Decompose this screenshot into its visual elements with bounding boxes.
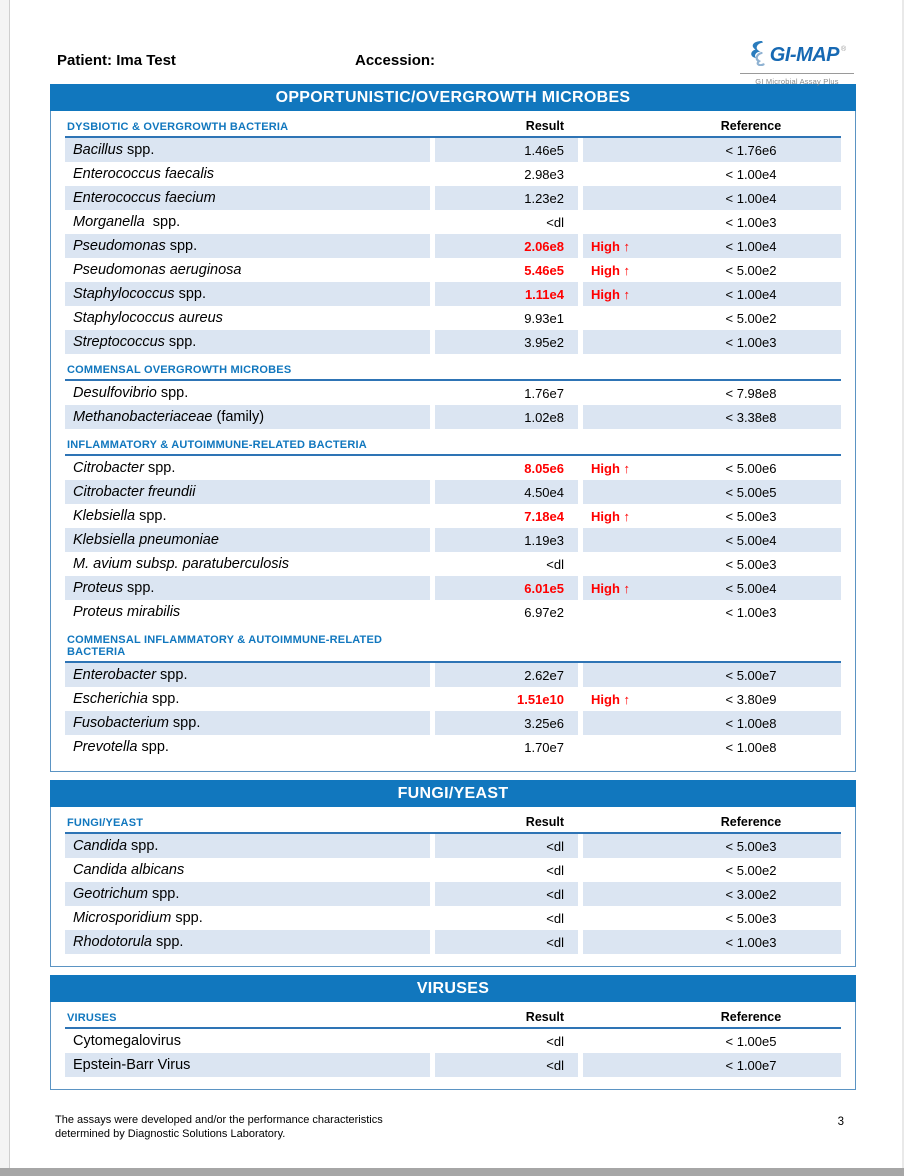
organism-name-roman: Epstein-Barr Virus xyxy=(73,1057,191,1073)
reference-value: < 1.00e8 xyxy=(725,715,777,731)
organism-row xyxy=(65,330,841,354)
organism-name-roman: Cytomegalovirus xyxy=(73,1033,181,1049)
organism-name-italic: Candida xyxy=(73,838,128,854)
organism-row xyxy=(65,1029,841,1053)
reference-value: < 5.00e3 xyxy=(725,838,777,854)
flag-column-spacer xyxy=(583,119,661,133)
organism-name xyxy=(65,1053,430,1077)
reference-column-header: Reference xyxy=(720,1010,782,1024)
high-flag: High ↑ xyxy=(591,580,630,596)
organism-name xyxy=(65,552,430,576)
logo-divider xyxy=(740,73,854,74)
reference-cell xyxy=(583,1053,841,1077)
reference-cell xyxy=(583,405,841,429)
group-rows xyxy=(65,663,841,759)
organism-row xyxy=(65,186,841,210)
organism-name-italic: Candida albicans xyxy=(73,862,185,878)
group-title: FUNGI/YEAST xyxy=(67,817,144,829)
organism-row xyxy=(65,858,841,882)
organism-name-roman: spp. xyxy=(168,715,201,731)
group-title: COMMENSAL OVERGROWTH MICROBES xyxy=(67,364,292,376)
patient-value: Ima Test xyxy=(116,52,176,69)
organism-row xyxy=(65,552,841,576)
organism-group xyxy=(65,119,841,354)
organism-name-italic: Enterobacter xyxy=(73,667,157,683)
organism-row xyxy=(65,663,841,687)
reference-value: < 5.00e5 xyxy=(725,484,777,500)
reference-value: < 5.00e2 xyxy=(725,262,777,278)
organism-row xyxy=(65,735,841,759)
organism-name-italic: Klebsiella pneumoniae xyxy=(73,532,219,548)
reference-value: < 5.00e4 xyxy=(725,580,777,596)
result-value: 2.98e3 xyxy=(524,166,564,182)
reference-value: < 1.00e8 xyxy=(725,739,777,755)
organism-name xyxy=(65,528,430,552)
organism-name-roman: spp. xyxy=(171,910,203,926)
reference-cell xyxy=(583,504,841,528)
reference-column-wrap xyxy=(583,119,841,133)
organism-name-italic: Proteus mirabilis xyxy=(73,604,181,620)
organism-row xyxy=(65,882,841,906)
group-title: DYSBIOTIC & OVERGROWTH BACTERIA xyxy=(67,121,289,133)
reference-cell xyxy=(583,906,841,930)
organism-name-italic: Streptococcus xyxy=(73,334,165,350)
organism-name-italic: Staphylococcus xyxy=(73,286,175,302)
organism-name xyxy=(65,906,430,930)
reference-cell xyxy=(583,930,841,954)
footnote-line-2: determined by Diagnostic Solutions Laboratory. xyxy=(55,1127,286,1140)
high-flag: High ↑ xyxy=(591,262,630,278)
reference-cell xyxy=(583,663,841,687)
organism-name-italic: Enterococcus faecium xyxy=(73,190,216,206)
result-value: 1.11e4 xyxy=(435,282,578,306)
result-value: 1.70e7 xyxy=(524,739,564,755)
organism-name-roman: spp. xyxy=(174,286,206,302)
organism-name xyxy=(65,162,430,186)
result-value: 1.46e5 xyxy=(435,138,578,162)
organism-name xyxy=(65,381,430,405)
result-column-header: Result xyxy=(525,119,564,133)
section-banner xyxy=(50,975,856,1002)
organism-name-italic: Prevotella xyxy=(73,739,138,755)
reference-cell xyxy=(583,1029,841,1053)
result-value: 2.06e8 xyxy=(435,234,578,258)
group-rows xyxy=(65,138,841,354)
organism-group xyxy=(65,1010,841,1077)
reference-value: < 3.38e8 xyxy=(725,409,777,425)
reference-column-header: Reference xyxy=(720,815,782,829)
section-table xyxy=(50,1002,856,1090)
flag-column-spacer xyxy=(583,1010,661,1024)
section-banner xyxy=(50,84,856,111)
organism-row xyxy=(65,480,841,504)
organism-row xyxy=(65,405,841,429)
reference-cell xyxy=(583,330,841,354)
reference-value: < 1.00e4 xyxy=(725,286,777,302)
result-value: <dl xyxy=(546,910,564,926)
reference-cell xyxy=(583,834,841,858)
accession-label: Accession: xyxy=(355,52,436,69)
reference-cell xyxy=(583,687,841,711)
group-rows xyxy=(65,456,841,624)
section-table xyxy=(50,111,856,772)
high-flag: High ↑ xyxy=(591,691,630,707)
gimap-logo xyxy=(738,40,856,86)
organism-name xyxy=(65,711,430,735)
organism-name-italic: Proteus xyxy=(73,580,123,596)
organism-name-italic: Enterococcus faecalis xyxy=(73,166,215,182)
organism-row xyxy=(65,210,841,234)
organism-row xyxy=(65,162,841,186)
reference-cell xyxy=(583,162,841,186)
group-rows xyxy=(65,381,841,429)
section-banner xyxy=(50,780,856,807)
result-value: 6.97e2 xyxy=(524,604,564,620)
organism-row xyxy=(65,504,841,528)
organism-name xyxy=(65,186,430,210)
patient-label: Patient: xyxy=(57,52,113,69)
result-value: <dl xyxy=(546,1033,564,1049)
reference-value: < 5.00e7 xyxy=(725,667,777,683)
organism-name-roman: spp. xyxy=(156,667,188,683)
result-value: 3.25e6 xyxy=(435,711,578,735)
organism-row xyxy=(65,306,841,330)
organism-name xyxy=(65,882,430,906)
organism-name xyxy=(65,210,430,234)
group-rows xyxy=(65,1029,841,1077)
organism-name xyxy=(65,576,430,600)
reference-column-header: Reference xyxy=(720,119,782,133)
organism-name-roman: spp. xyxy=(127,838,159,854)
reference-cell xyxy=(583,576,841,600)
organism-group xyxy=(65,439,841,624)
result-value: 8.05e6 xyxy=(524,460,564,476)
group-header xyxy=(65,634,841,663)
organism-name xyxy=(65,858,430,882)
organism-group xyxy=(65,634,841,759)
reference-cell xyxy=(583,735,841,759)
organism-row xyxy=(65,282,841,306)
flag-column-spacer xyxy=(583,815,661,829)
organism-name-italic: Geotrichum xyxy=(73,886,148,902)
result-value: <dl xyxy=(435,1053,578,1077)
organism-name-italic: Bacillus xyxy=(73,142,123,158)
group-title: VIRUSES xyxy=(67,1012,117,1024)
organism-name-roman: spp. xyxy=(147,691,180,707)
reference-value: < 5.00e3 xyxy=(725,508,777,524)
organism-row xyxy=(65,138,841,162)
organism-name xyxy=(65,282,430,306)
result-value: <dl xyxy=(435,834,578,858)
reference-value: < 1.00e4 xyxy=(725,238,777,254)
logo-tagline: GI Microbial Assay Plus xyxy=(755,77,839,86)
organism-name xyxy=(65,480,430,504)
organism-row xyxy=(65,711,841,735)
reference-value: < 1.00e3 xyxy=(725,334,777,350)
reference-value: < 5.00e6 xyxy=(725,460,777,476)
result-column-header: Result xyxy=(525,815,564,829)
reference-cell xyxy=(583,528,841,552)
organism-name-italic: Methanobacteriaceae xyxy=(73,409,213,425)
organism-name xyxy=(65,687,430,711)
result-value: <dl xyxy=(435,930,578,954)
reference-value: < 5.00e3 xyxy=(725,910,777,926)
organism-name-roman: spp. xyxy=(164,334,197,350)
patient-field xyxy=(57,40,355,69)
organism-name-roman: spp. xyxy=(143,460,176,476)
reference-cell xyxy=(583,600,841,624)
reference-value: < 1.00e4 xyxy=(725,190,777,206)
result-value: 1.23e2 xyxy=(435,186,578,210)
organism-name xyxy=(65,663,430,687)
organism-name-italic: Staphylococcus aureus xyxy=(73,310,223,326)
group-rows xyxy=(65,834,841,954)
reference-cell xyxy=(583,882,841,906)
result-value: 3.95e2 xyxy=(435,330,578,354)
report-section xyxy=(50,780,856,967)
group-title: INFLAMMATORY & AUTOIMMUNE-RELATED BACTERIA xyxy=(67,439,367,451)
reference-value: < 1.00e3 xyxy=(725,604,777,620)
organism-name xyxy=(65,1029,430,1053)
organism-name-italic: Rhodotorula xyxy=(73,934,152,950)
organism-row xyxy=(65,258,841,282)
organism-name-roman: spp. xyxy=(147,886,180,902)
report-section xyxy=(50,975,856,1090)
report-sections xyxy=(0,84,904,1090)
reference-column-wrap xyxy=(583,815,841,829)
organism-row xyxy=(65,456,841,480)
organism-row xyxy=(65,930,841,954)
reference-value: < 1.00e4 xyxy=(725,166,777,182)
organism-group xyxy=(65,815,841,954)
reference-cell xyxy=(583,258,841,282)
organism-name-italic: Desulfovibrio xyxy=(73,385,157,401)
group-header xyxy=(65,439,841,456)
reference-value: < 3.00e2 xyxy=(725,886,777,902)
gimap-logo-icon xyxy=(748,40,768,71)
result-value: 5.46e5 xyxy=(524,262,564,278)
organism-row xyxy=(65,381,841,405)
result-value: 7.18e4 xyxy=(524,508,564,524)
organism-name xyxy=(65,405,430,429)
organism-name-roman: spp. xyxy=(122,580,155,596)
organism-name-roman: spp. xyxy=(156,385,189,401)
result-value: 1.76e7 xyxy=(524,385,564,401)
reference-value: < 5.00e4 xyxy=(725,532,777,548)
reference-cell xyxy=(583,210,841,234)
organism-row xyxy=(65,687,841,711)
organism-name-italic: Pseudomonas aeruginosa xyxy=(73,262,242,278)
organism-name-roman: spp. xyxy=(135,508,167,524)
organism-row xyxy=(65,576,841,600)
high-flag: High ↑ xyxy=(591,238,630,254)
group-header xyxy=(65,815,841,834)
organism-name-roman: (family) xyxy=(212,409,265,425)
result-value: 9.93e1 xyxy=(524,310,564,326)
reference-value: < 7.98e8 xyxy=(725,385,777,401)
result-value: 1.02e8 xyxy=(435,405,578,429)
page-bottom-edge xyxy=(0,1168,904,1176)
page-left-edge xyxy=(0,0,10,1168)
result-value: 6.01e5 xyxy=(435,576,578,600)
organism-name xyxy=(65,456,430,480)
organism-name xyxy=(65,258,430,282)
organism-name xyxy=(65,306,430,330)
reference-value: < 5.00e3 xyxy=(725,556,777,572)
organism-name xyxy=(65,930,430,954)
organism-row xyxy=(65,906,841,930)
organism-row xyxy=(65,1053,841,1077)
result-value: 2.62e7 xyxy=(435,663,578,687)
result-value: 1.51e10 xyxy=(517,691,564,707)
organism-row xyxy=(65,234,841,258)
registered-mark: ® xyxy=(841,46,847,53)
organism-name xyxy=(65,504,430,528)
section-table xyxy=(50,807,856,967)
footnote-line-1: The assays were developed and/or the performance characteristics xyxy=(55,1114,383,1126)
reference-value: < 5.00e2 xyxy=(725,862,777,878)
accession-field xyxy=(355,40,738,69)
section-title: FUNGI/YEAST xyxy=(397,785,509,802)
reference-value: < 1.00e7 xyxy=(725,1057,777,1073)
reference-value: < 1.00e3 xyxy=(725,214,777,230)
gimap-logo-lockup xyxy=(738,40,856,71)
high-flag: High ↑ xyxy=(591,286,630,302)
reference-cell xyxy=(583,138,841,162)
organism-name xyxy=(65,600,430,624)
report-header xyxy=(0,0,904,84)
organism-name-roman: spp. xyxy=(144,214,181,230)
organism-name xyxy=(65,834,430,858)
reference-cell xyxy=(583,480,841,504)
reference-value: < 3.80e9 xyxy=(725,691,777,707)
organism-name-roman: spp. xyxy=(122,142,155,158)
organism-name-roman: spp. xyxy=(137,739,169,755)
assay-footnote xyxy=(0,1098,904,1142)
organism-name-italic: Fusobacterium xyxy=(73,715,169,731)
organism-name-roman: spp. xyxy=(165,238,198,254)
report-section xyxy=(50,84,856,772)
reference-cell xyxy=(583,711,841,735)
result-column-header: Result xyxy=(525,1010,564,1024)
organism-name xyxy=(65,735,430,759)
page-number: 3 xyxy=(837,1116,844,1128)
organism-name-italic: Citrobacter freundii xyxy=(73,484,196,500)
reference-cell xyxy=(583,381,841,405)
reference-cell xyxy=(583,552,841,576)
organism-row xyxy=(65,834,841,858)
organism-row xyxy=(65,528,841,552)
organism-name-italic: Escherichia xyxy=(73,691,148,707)
organism-name-roman: spp. xyxy=(152,934,184,950)
result-value: <dl xyxy=(546,556,564,572)
reference-value: < 1.00e3 xyxy=(725,934,777,950)
group-header xyxy=(65,364,841,381)
organism-name-italic: Citrobacter xyxy=(73,460,144,476)
organism-group xyxy=(65,364,841,429)
result-value: <dl xyxy=(546,214,564,230)
reference-cell xyxy=(583,456,841,480)
reference-value: < 1.76e6 xyxy=(725,142,777,158)
group-title: COMMENSAL INFLAMMATORY & AUTOIMMUNE-RELATED BACTERIA xyxy=(67,634,383,658)
organism-name xyxy=(65,234,430,258)
reference-cell xyxy=(583,306,841,330)
high-flag: High ↑ xyxy=(591,460,630,476)
gimap-logo-text: GI-MAP xyxy=(769,44,840,66)
organism-name-italic: Microsporidium xyxy=(73,910,172,926)
reference-value: < 5.00e2 xyxy=(725,310,777,326)
reference-cell xyxy=(583,858,841,882)
reference-value: < 1.00e5 xyxy=(725,1033,777,1049)
reference-cell xyxy=(583,234,841,258)
organism-name-italic: Klebsiella xyxy=(73,508,136,524)
organism-name-italic: Morganella xyxy=(73,214,145,230)
high-flag: High ↑ xyxy=(591,508,630,524)
organism-name xyxy=(65,138,430,162)
organism-name xyxy=(65,330,430,354)
group-header xyxy=(65,119,841,138)
group-header xyxy=(65,1010,841,1029)
reference-cell xyxy=(583,282,841,306)
reference-cell xyxy=(583,186,841,210)
organism-name-italic: Pseudomonas xyxy=(73,238,166,254)
result-value: <dl xyxy=(546,862,564,878)
section-title: VIRUSES xyxy=(416,980,490,997)
section-title: OPPORTUNISTIC/OVERGROWTH MICROBES xyxy=(275,89,631,106)
organism-row xyxy=(65,600,841,624)
result-value: <dl xyxy=(435,882,578,906)
organism-name-italic: M. avium subsp. paratuberculosis xyxy=(73,556,289,572)
result-value: 1.19e3 xyxy=(435,528,578,552)
reference-column-wrap xyxy=(583,1010,841,1024)
result-value: 4.50e4 xyxy=(435,480,578,504)
